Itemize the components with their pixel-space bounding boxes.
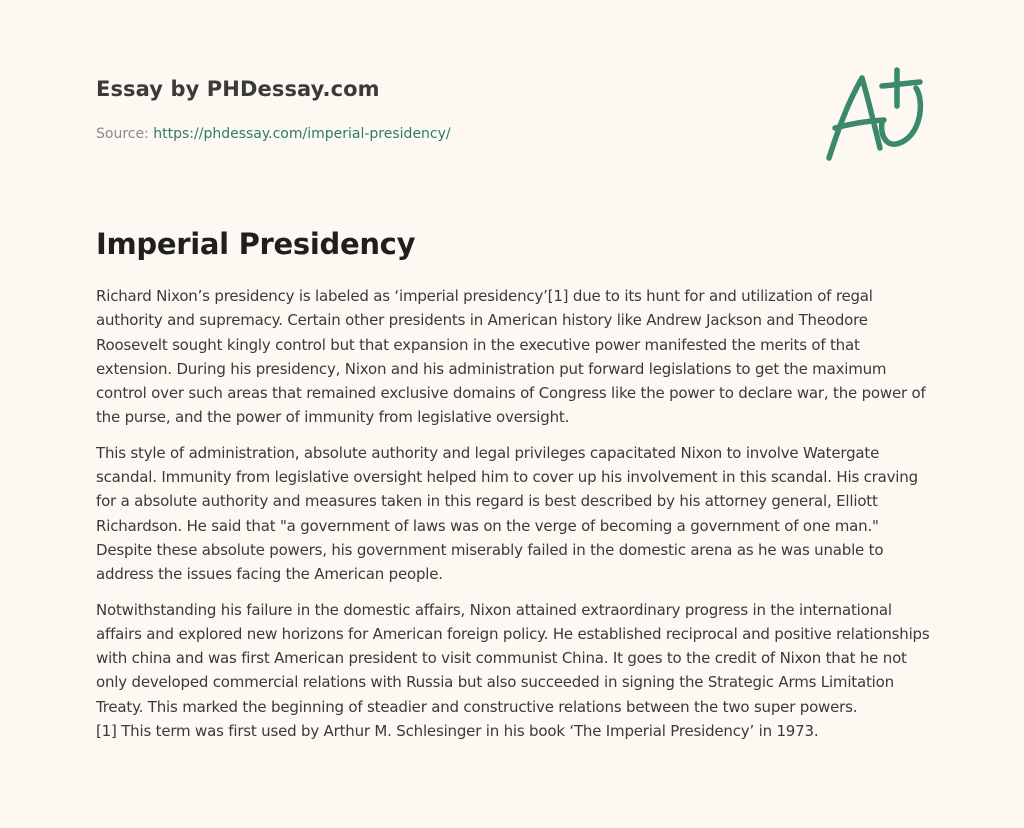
footnote: [1] This term was first used by Arthur M. Schlesinger in his book ‘The Imperial Presidency’ in 1973. (96, 722, 819, 741)
article-body (96, 284, 934, 743)
source-line (96, 124, 451, 144)
a-plus-logo-icon (818, 66, 930, 166)
article-title: Imperial Presidency (96, 227, 416, 261)
source-link[interactable]: https://phdessay.com/imperial-presidency/ (153, 126, 451, 142)
paragraph-1: Richard Nixon’s presidency is labeled as ‘imperial presidency’[1] due to its hunt for and utilization of regal authority and supremacy. Certain other presidents in American history like Andrew Jackson and Theodore Roosevelt sought kingly control but that expansion in the executive power manifested the merits of that extension. During his presidency, Nixon and his administration put forward legislations to get the maximum control over such areas that remained exclusive domains of Congress like the power to declare war, the power of the purse, and the power of immunity from legislative oversight. (96, 287, 926, 427)
page-header (96, 74, 796, 142)
brand-title: Essay by PHDessay.com (96, 77, 380, 101)
paragraph-2: This style of administration, absolute authority and legal privileges capacitated Nixon to involve Watergate scandal. Immunity from legislative oversight helped him to cover up his involvement in this scandal. His craving for a absolute authority and measures taken in this regard is best described by his attorney general, Elliott Richardson. He said that "a government of laws was on the verge of becoming a government of one man." Despite these absolute powers, his government miserably failed in the domestic arena as he was unable to address the issues facing the American people. (96, 443, 918, 584)
source-label: Source: (96, 126, 149, 142)
paragraph-3: Notwithstanding his failure in the domestic affairs, Nixon attained extraordinary progress in the international affairs and explored new horizons for American foreign policy. He established reciprocal and positive relationships with china and was first American president to visit communist China. It goes to the credit of Nixon that he not only developed commercial relations with Russia but also succeeded in signing the Strategic Arms Limitation Treaty. This marked the beginning of steadier and constructive relations between the two super powers. (96, 600, 930, 716)
